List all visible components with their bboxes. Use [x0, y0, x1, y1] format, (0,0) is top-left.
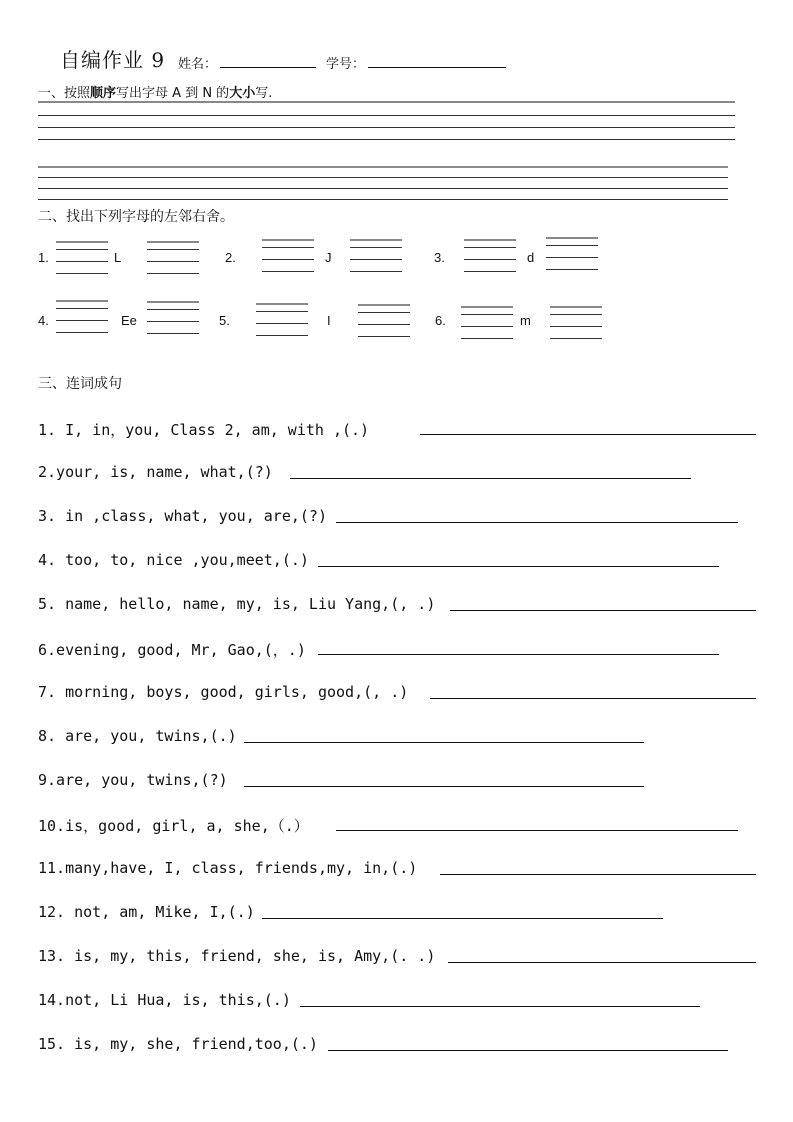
- letter-blank-left[interactable]: [56, 241, 108, 277]
- answer-line[interactable]: [290, 478, 691, 479]
- id-field[interactable]: [368, 67, 506, 68]
- sentence-prompt: 8. are, you, twins,(.): [38, 727, 237, 745]
- page-title: [60, 44, 165, 73]
- item-number: 4.: [38, 313, 49, 328]
- section1-prefix: 一、按照: [38, 86, 91, 101]
- sentence-prompt: 2.your, is, name, what,(?): [38, 463, 273, 481]
- letter-blank-right[interactable]: [358, 304, 410, 340]
- letter-blank-left[interactable]: [464, 239, 516, 275]
- letter-blank-left[interactable]: [461, 306, 513, 342]
- given-letter: d: [527, 250, 535, 265]
- answer-line[interactable]: [336, 522, 738, 523]
- answer-line[interactable]: [244, 786, 644, 787]
- section3-heading: 三、连词成句: [38, 376, 122, 392]
- writing-line-2c[interactable]: [38, 188, 728, 189]
- section1-bold-order: 顺序: [90, 86, 117, 101]
- section2-heading: 二、找出下列字母的左邻右舍。: [38, 209, 234, 225]
- sentence-prompt: 14.not, Li Hua, is, this,(.): [38, 991, 291, 1009]
- sentence-prompt: 11.many,have, I, class, friends,my, in,(.): [38, 859, 418, 877]
- item-number: 1.: [38, 250, 49, 265]
- given-letter: J: [325, 250, 332, 265]
- section1-bold-case: 大小: [229, 86, 256, 101]
- sentence-prompt: 15. is, my, she, friend,too,(.): [38, 1035, 318, 1053]
- writing-line-1a[interactable]: [38, 101, 735, 103]
- letter-blank-right[interactable]: [147, 241, 199, 277]
- given-letter: Ee: [121, 313, 137, 328]
- writing-line-1d[interactable]: [38, 139, 735, 140]
- writing-line-2b[interactable]: [38, 177, 728, 178]
- sentence-prompt: 9.are, you, twins,(?): [38, 771, 228, 789]
- answer-line[interactable]: [430, 698, 756, 699]
- given-letter: L: [114, 250, 122, 265]
- sentence-prompt: 10.is，good, girl, a, she,（.）: [38, 817, 309, 835]
- letter-blank-right[interactable]: [546, 237, 598, 273]
- writing-line-2d[interactable]: [38, 199, 728, 200]
- section1-heading: [38, 82, 272, 101]
- item-number: 5.: [219, 313, 230, 328]
- title-text: 自编作业 9: [60, 48, 166, 72]
- sentence-prompt: 4. too, to, nice ,you,meet,(.): [38, 551, 309, 569]
- section1-mid: 写出字母 A 到 N 的: [116, 86, 230, 101]
- writing-line-2a[interactable]: [38, 166, 728, 168]
- answer-line[interactable]: [328, 1050, 728, 1051]
- writing-line-1b[interactable]: [38, 115, 735, 116]
- sentence-prompt: 6.evening, good, Mr, Gao,(，.): [38, 641, 306, 659]
- item-number: 6.: [435, 313, 446, 328]
- name-label: 姓名：: [178, 57, 218, 72]
- sentence-prompt: 12. not, am, Mike, I,(.): [38, 903, 255, 921]
- answer-line[interactable]: [262, 918, 663, 919]
- letter-blank-right[interactable]: [147, 301, 199, 337]
- answer-line[interactable]: [336, 830, 738, 831]
- answer-line[interactable]: [300, 1006, 700, 1007]
- item-number: 2.: [225, 250, 236, 265]
- answer-line[interactable]: [420, 434, 756, 435]
- item-number: 3.: [434, 250, 445, 265]
- sentence-prompt: 13. is, my, this, friend, she, is, Amy,(. .): [38, 947, 436, 965]
- answer-line[interactable]: [318, 654, 719, 655]
- sentence-prompt: 3. in ,class, what, you, are,(?): [38, 507, 327, 525]
- name-field[interactable]: [220, 67, 316, 68]
- writing-line-1c[interactable]: [38, 127, 735, 128]
- given-letter: I: [327, 313, 331, 328]
- sentence-prompt: 7. morning, boys, good, girls, good,(, .): [38, 683, 409, 701]
- id-label: 学号：: [326, 57, 366, 72]
- given-letter: m: [520, 313, 531, 328]
- letter-blank-right[interactable]: [550, 306, 602, 342]
- answer-line[interactable]: [448, 962, 756, 963]
- answer-line[interactable]: [440, 874, 756, 875]
- answer-line[interactable]: [450, 610, 756, 611]
- letter-blank-left[interactable]: [256, 303, 308, 339]
- letter-blank-left[interactable]: [262, 239, 314, 275]
- section1-suffix: 写.: [255, 86, 273, 101]
- sentence-prompt: 1. I, in，you, Class 2, am, with ,(.): [38, 421, 370, 439]
- letter-blank-left[interactable]: [56, 300, 108, 336]
- answer-line[interactable]: [244, 742, 644, 743]
- sentence-prompt: 5. name, hello, name, my, is, Liu Yang,(, .): [38, 595, 436, 613]
- answer-line[interactable]: [318, 566, 719, 567]
- letter-blank-right[interactable]: [350, 239, 402, 275]
